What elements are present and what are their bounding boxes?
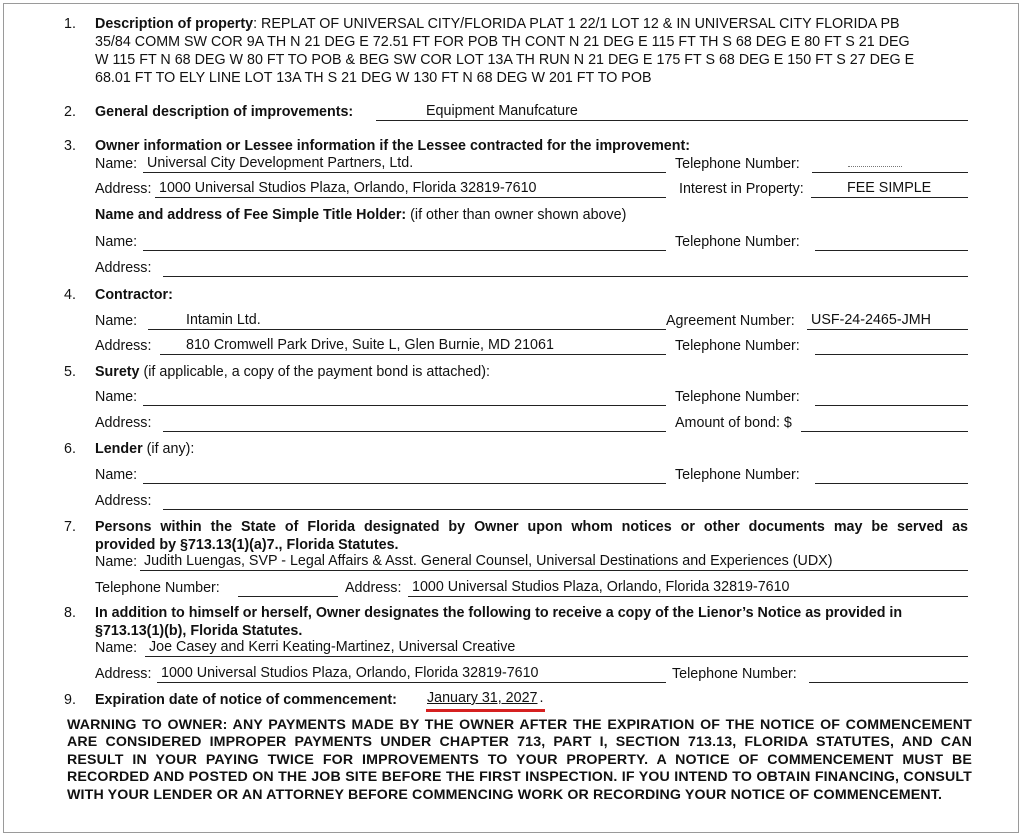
item-1-line3: W 115 FT N 68 DEG W 80 FT TO POB & BEG SW COR LOT 13A TH RUN N 21 DEG E 175 FT S 68 DEG E 150 FT S 27 DEG E bbox=[95, 52, 915, 68]
expiration-value: January 31, 2027 bbox=[427, 690, 538, 706]
interest-label: Interest in Property: bbox=[679, 181, 804, 197]
agent-tel-label: Telephone Number: bbox=[95, 580, 220, 596]
item-7-label-line1: Persons within the State of Florida designated by Owner upon whom notices or other documents may be served as bbox=[95, 519, 968, 535]
lender-address-label: Address: bbox=[95, 493, 152, 509]
agent-address-field[interactable] bbox=[408, 579, 968, 597]
surety-address-label: Address: bbox=[95, 415, 152, 431]
fee-name-field[interactable] bbox=[143, 233, 666, 251]
lender-tel-field[interactable] bbox=[815, 466, 968, 484]
interest-field[interactable] bbox=[811, 180, 968, 198]
agent-address-value: 1000 Universal Studios Plaza, Orlando, Florida 32819-7610 bbox=[412, 579, 790, 595]
surety-name-field[interactable] bbox=[143, 388, 666, 406]
contractor-tel-label: Telephone Number: bbox=[675, 338, 800, 354]
surety-tel-field[interactable] bbox=[815, 388, 968, 406]
item-5-number: 5. bbox=[64, 364, 76, 380]
fee-name-label: Name: bbox=[95, 234, 138, 250]
fee-address-label: Address: bbox=[95, 260, 152, 276]
item-6-note: (if any): bbox=[146, 441, 195, 457]
bond-field[interactable] bbox=[801, 414, 968, 432]
agent-address-label: Address: bbox=[345, 580, 402, 596]
contractor-address-label: Address: bbox=[95, 338, 152, 354]
surety-tel-label: Telephone Number: bbox=[675, 389, 800, 405]
surety-address-field[interactable] bbox=[163, 414, 666, 432]
item-7-label-line2: provided by §713.13(1)(a)7., Florida Statutes. bbox=[95, 537, 399, 553]
item-8-number: 8. bbox=[64, 605, 76, 621]
interest-value: FEE SIMPLE bbox=[847, 180, 932, 196]
agent-tel-field[interactable] bbox=[238, 579, 338, 597]
item-2-label: General description of improvements: bbox=[95, 104, 354, 120]
item-1-line2: 35/84 COMM SW COR 9A TH N 21 DEG E 72.51 FT FOR POB TH CONT N 21 DEG E 115 FT TH S 68 DEG E 80 FT S 21 DEG bbox=[95, 34, 910, 50]
item-1-line1: : REPLAT OF UNIVERSAL CITY/FLORIDA PLAT 1 22/1 LOT 12 & IN UNIVERSAL CITY FLORIDA PB bbox=[253, 16, 900, 32]
copy-address-field[interactable] bbox=[157, 665, 666, 683]
owner-name-label: Name: bbox=[95, 156, 138, 172]
item-6-number: 6. bbox=[64, 441, 76, 457]
lender-tel-label: Telephone Number: bbox=[675, 467, 800, 483]
redacted-mark bbox=[848, 163, 902, 167]
item-5-heading bbox=[95, 364, 490, 381]
agent-name-label: Name: bbox=[95, 554, 138, 570]
owner-address-value: 1000 Universal Studios Plaza, Orlando, Florida 32819-7610 bbox=[159, 180, 537, 196]
owner-name-value: Universal City Development Partners, Ltd. bbox=[147, 155, 414, 171]
agreement-field[interactable] bbox=[807, 312, 968, 330]
lender-name-field[interactable] bbox=[143, 466, 666, 484]
item-1-text bbox=[95, 16, 900, 33]
expiration-field[interactable] bbox=[411, 690, 551, 707]
item-8-label-line2: §713.13(1)(b), Florida Statutes. bbox=[95, 623, 303, 639]
item-3-number: 3. bbox=[64, 138, 76, 154]
item-7-number: 7. bbox=[64, 519, 76, 535]
red-highlight-underline bbox=[426, 709, 545, 712]
item-2-number: 2. bbox=[64, 104, 76, 120]
bond-label: Amount of bond: $ bbox=[675, 415, 792, 431]
item-4-label: Contractor: bbox=[95, 287, 173, 303]
owner-tel-label: Telephone Number: bbox=[675, 156, 800, 172]
contractor-name-value: Intamin Ltd. bbox=[186, 312, 261, 328]
item-1-number: 1. bbox=[64, 16, 76, 32]
fee-holder-note: (if other than owner shown above) bbox=[410, 207, 627, 223]
owner-name-field[interactable] bbox=[143, 155, 666, 173]
owner-address-label: Address: bbox=[95, 181, 152, 197]
item-6-heading bbox=[95, 441, 194, 458]
item-8-label-line1: In addition to himself or herself, Owner designates the following to receive a copy of the Lienor’s Notice as provided in bbox=[95, 605, 903, 621]
contractor-name-label: Name: bbox=[95, 313, 138, 329]
owner-address-field[interactable] bbox=[155, 180, 666, 198]
item-5-label: Surety bbox=[95, 364, 140, 380]
fee-address-field[interactable] bbox=[163, 259, 968, 277]
item-9-label: Expiration date of notice of commencement: bbox=[95, 692, 397, 708]
copy-tel-field[interactable] bbox=[809, 665, 968, 683]
item-1-label: Description of property bbox=[95, 16, 254, 32]
expiration-suffix: . bbox=[539, 690, 544, 706]
agent-name-field[interactable] bbox=[140, 553, 968, 571]
fee-tel-field[interactable] bbox=[815, 233, 968, 251]
item-5-note: (if applicable, a copy of the payment bond is attached): bbox=[143, 364, 490, 380]
item-1-line4: 68.01 FT TO ELY LINE LOT 13A TH S 21 DEG W 130 FT N 68 DEG W 201 FT TO POB bbox=[95, 70, 652, 86]
lender-address-field[interactable] bbox=[163, 492, 968, 510]
item-6-label: Lender bbox=[95, 441, 143, 457]
copy-name-label: Name: bbox=[95, 640, 138, 656]
warning-to-owner: WARNING TO OWNER: ANY PAYMENTS MADE BY THE OWNER AFTER THE EXPIRATION OF THE NOTICE OF COMMENCEMENT ARE CONSIDERED IMPROPER PAYMENTS UNDER CHAPTER 713, PART I, SECTION 713.13, FLORIDA STATUTES, AND CAN RESULT IN YOUR PAYING TWICE FOR IMPROVEMENTS TO YOUR PROPERTY. A NOTICE OF COMMENCEMENT MUST BE RECORDED AND POSTED ON THE JOB SITE BEFORE THE FIRST INSPECTION. IF YOU INTEND TO OBTAIN FINANCING, CONSULT WITH YOUR LENDER OR AN ATTORNEY BEFORE COMMENCING WORK OR RECORDING YOUR NOTICE OF COMMENCEMENT. bbox=[67, 717, 972, 803]
copy-tel-label: Telephone Number: bbox=[672, 666, 797, 682]
contractor-name-field[interactable] bbox=[148, 312, 666, 330]
agent-name-value: Judith Luengas, SVP - Legal Affairs & Asst. General Counsel, Universal Destinations and Experiences (UDX) bbox=[144, 553, 833, 569]
contractor-address-value: 810 Cromwell Park Drive, Suite L, Glen Burnie, MD 21061 bbox=[186, 337, 554, 353]
copy-address-label: Address: bbox=[95, 666, 152, 682]
item-9-number: 9. bbox=[64, 692, 76, 708]
improvements-value: Equipment Manufcature bbox=[426, 103, 578, 119]
fee-tel-label: Telephone Number: bbox=[675, 234, 800, 250]
contractor-tel-field[interactable] bbox=[815, 337, 968, 355]
agreement-value: USF-24-2465-JMH bbox=[811, 312, 931, 328]
copy-name-value: Joe Casey and Kerri Keating-Martinez, Universal Creative bbox=[149, 639, 516, 655]
fee-holder-heading bbox=[95, 207, 626, 224]
contractor-address-field[interactable] bbox=[160, 337, 666, 355]
item-3-label: Owner information or Lessee information if the Lessee contracted for the improvement: bbox=[95, 138, 691, 154]
surety-name-label: Name: bbox=[95, 389, 138, 405]
fee-holder-label: Name and address of Fee Simple Title Holder: bbox=[95, 207, 407, 223]
copy-name-field[interactable] bbox=[145, 639, 968, 657]
lender-name-label: Name: bbox=[95, 467, 138, 483]
agreement-label: Agreement Number: bbox=[666, 313, 795, 329]
improvements-field[interactable] bbox=[376, 103, 968, 121]
copy-address-value: 1000 Universal Studios Plaza, Orlando, Florida 32819-7610 bbox=[161, 665, 539, 681]
item-4-number: 4. bbox=[64, 287, 76, 303]
